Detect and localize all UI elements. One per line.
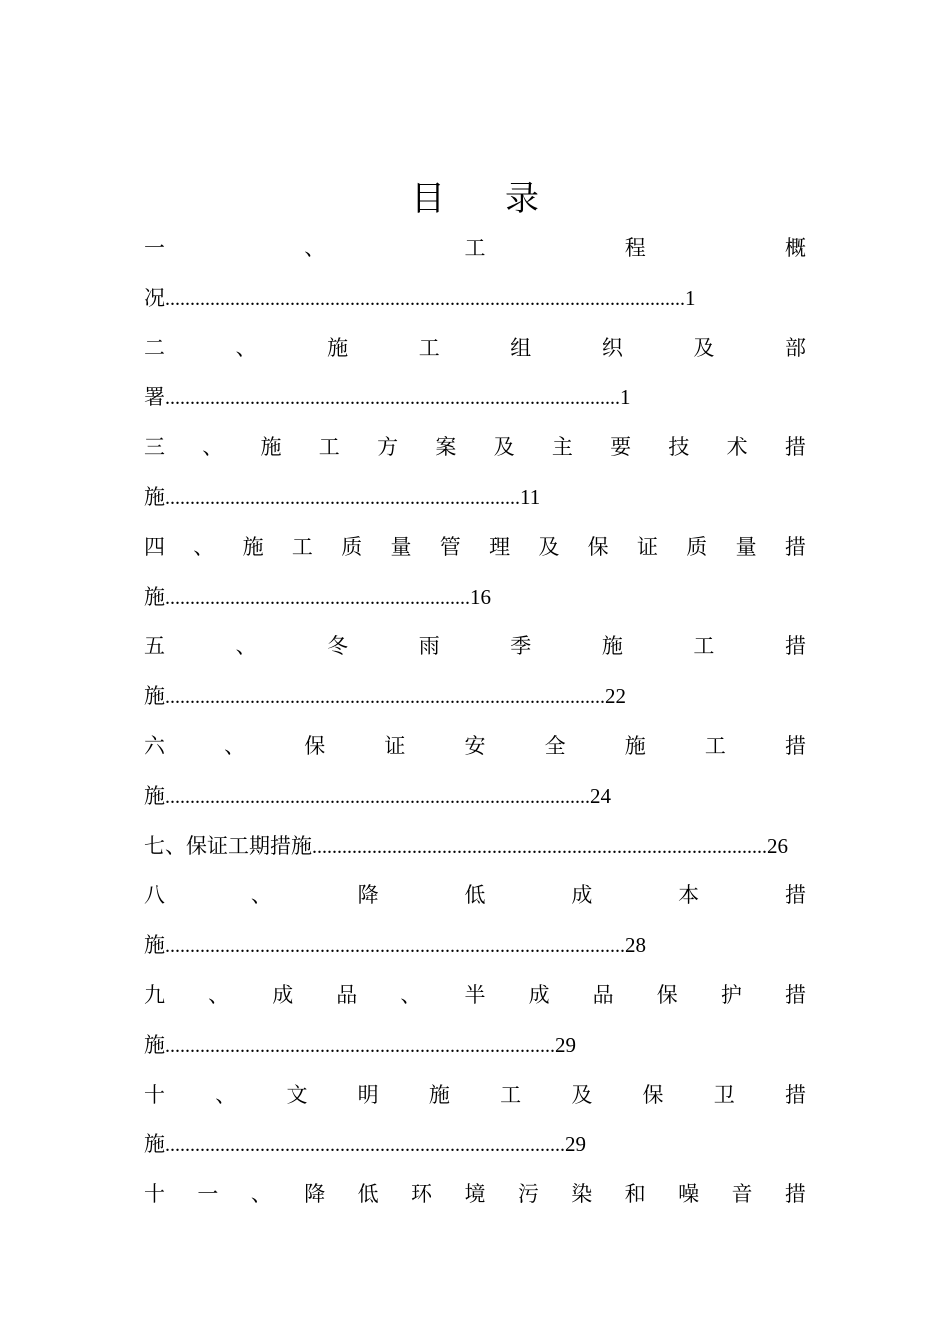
toc-heading-char: 质 bbox=[341, 535, 363, 559]
toc-label: 施 bbox=[144, 784, 165, 808]
toc-heading-char: 安 bbox=[464, 734, 486, 758]
toc-dot-leader: ..................................................................................... bbox=[165, 786, 590, 808]
toc-heading-char: 措 bbox=[784, 535, 806, 559]
toc-page-number: 28 bbox=[625, 933, 646, 957]
toc-heading-char: 噪 bbox=[678, 1182, 700, 1206]
toc-heading-char: 理 bbox=[489, 535, 511, 559]
toc-heading-char: 施 bbox=[624, 734, 646, 758]
toc-heading-char: 术 bbox=[726, 435, 748, 459]
toc-heading-char: 五 bbox=[144, 634, 165, 658]
toc-heading-char: 措 bbox=[785, 734, 806, 758]
toc-heading-char: 低 bbox=[357, 1182, 379, 1206]
toc-heading-char: 施 bbox=[327, 336, 349, 360]
toc-heading-char: 明 bbox=[357, 1083, 379, 1107]
toc-heading-char: 九 bbox=[144, 983, 165, 1007]
toc-heading-line bbox=[144, 332, 806, 364]
toc-heading-char: 品 bbox=[592, 983, 614, 1007]
toc-page-number: 1 bbox=[685, 286, 696, 310]
toc-heading-line bbox=[144, 630, 806, 662]
toc-heading-char: 保 bbox=[656, 983, 678, 1007]
toc-heading-char: 成 bbox=[571, 883, 593, 907]
toc-heading-char: 、 bbox=[208, 983, 230, 1007]
toc-heading-char: 工 bbox=[418, 336, 440, 360]
toc-label: 署 bbox=[144, 385, 165, 409]
toc-heading-char: 和 bbox=[624, 1182, 646, 1206]
toc-heading-line bbox=[144, 1178, 806, 1210]
toc-page-number: 29 bbox=[555, 1033, 576, 1057]
toc-heading-line bbox=[144, 232, 806, 264]
toc-heading-char: 量 bbox=[390, 535, 412, 559]
toc-dot-leader: ........................................................................................... bbox=[165, 387, 620, 409]
toc-heading-char: 三 bbox=[144, 435, 165, 459]
toc-heading-char: 环 bbox=[411, 1182, 433, 1206]
toc-heading-char: 措 bbox=[784, 983, 806, 1007]
toc-heading-char: 成 bbox=[528, 983, 550, 1007]
toc-heading-char: 保 bbox=[642, 1083, 664, 1107]
toc-heading-char: 织 bbox=[601, 336, 623, 360]
toc-heading-char: 措 bbox=[784, 634, 806, 658]
toc-label: 施 bbox=[144, 585, 165, 609]
toc-page-number: 22 bbox=[605, 684, 626, 708]
title-char: 录 bbox=[505, 179, 539, 219]
toc-leader-line[interactable] bbox=[144, 830, 806, 862]
toc-leader-line[interactable] bbox=[144, 1029, 806, 1061]
toc-page-number: 1 bbox=[620, 385, 631, 409]
toc-heading-char: 八 bbox=[144, 883, 165, 907]
toc-leader-line[interactable] bbox=[144, 680, 806, 712]
toc-heading-char: 文 bbox=[286, 1083, 308, 1107]
toc-dot-leader: .............................................................................. bbox=[165, 1035, 555, 1057]
toc-heading-char: 品 bbox=[336, 983, 358, 1007]
toc-heading-char: 半 bbox=[464, 983, 486, 1007]
toc-heading-line bbox=[144, 979, 806, 1011]
toc-heading-char: 护 bbox=[720, 983, 742, 1007]
toc-heading-char: 组 bbox=[510, 336, 532, 360]
toc-heading-char: 及 bbox=[571, 1083, 593, 1107]
toc-heading-char: 方 bbox=[377, 435, 399, 459]
toc-heading-char: 污 bbox=[517, 1182, 539, 1206]
toc-label: 施 bbox=[144, 684, 165, 708]
toc-heading-char: 概 bbox=[785, 236, 806, 260]
toc-heading-char: 、 bbox=[304, 236, 326, 260]
page-title bbox=[0, 176, 950, 222]
toc-dot-leader: ........................................................................................... bbox=[312, 836, 767, 858]
title-char: 目 bbox=[411, 179, 445, 219]
toc-heading-char: 一 bbox=[144, 236, 165, 260]
toc-heading-char: 保 bbox=[587, 535, 609, 559]
toc-heading-char: 、 bbox=[202, 435, 224, 459]
toc-heading-char: 音 bbox=[731, 1182, 753, 1206]
toc-leader-line[interactable] bbox=[144, 481, 806, 513]
toc-heading-char: 措 bbox=[784, 883, 806, 907]
toc-page-number: 26 bbox=[767, 834, 788, 858]
toc-heading-char: 低 bbox=[464, 883, 486, 907]
toc-heading-char: 十 bbox=[144, 1182, 165, 1206]
toc-heading-char: 程 bbox=[624, 236, 646, 260]
toc-heading-char: 染 bbox=[571, 1182, 593, 1206]
toc-heading-char: 证 bbox=[636, 535, 658, 559]
toc-heading-char: 工 bbox=[693, 634, 715, 658]
toc-heading-line bbox=[144, 1079, 806, 1111]
toc-heading-char: 工 bbox=[464, 236, 486, 260]
toc-page-number: 11 bbox=[520, 485, 541, 509]
toc-heading-char: 全 bbox=[544, 734, 566, 758]
toc-heading-line bbox=[144, 730, 806, 762]
toc-label: 施 bbox=[144, 933, 165, 957]
toc-page-number: 29 bbox=[565, 1132, 586, 1156]
toc-heading-char: 雨 bbox=[418, 634, 440, 658]
toc-heading-char: 境 bbox=[464, 1182, 486, 1206]
toc-heading-char: 及 bbox=[693, 336, 715, 360]
toc-heading-char: 要 bbox=[610, 435, 632, 459]
toc-heading-char: 、 bbox=[224, 734, 246, 758]
toc-label: 施 bbox=[144, 1132, 165, 1156]
toc-dot-leader: ............................................................. bbox=[165, 587, 470, 609]
toc-heading-char: 及 bbox=[538, 535, 560, 559]
toc-leader-line[interactable] bbox=[144, 929, 806, 961]
toc-leader-line[interactable] bbox=[144, 381, 806, 413]
toc-page-number: 16 bbox=[470, 585, 491, 609]
toc-heading-char: 措 bbox=[784, 1083, 806, 1107]
toc-heading-char: 降 bbox=[357, 883, 379, 907]
toc-heading-char: 、 bbox=[250, 1182, 272, 1206]
toc-heading-char: 措 bbox=[784, 435, 806, 459]
toc-heading-char: 案 bbox=[435, 435, 457, 459]
toc-heading-char: 管 bbox=[439, 535, 461, 559]
toc-heading-char: 冬 bbox=[327, 634, 349, 658]
toc-heading-char: 成 bbox=[272, 983, 294, 1007]
toc-dot-leader: ............................................................................................ bbox=[165, 935, 625, 957]
toc-heading-char: 季 bbox=[510, 634, 532, 658]
toc-heading-line bbox=[144, 531, 806, 563]
toc-heading-char: 部 bbox=[784, 336, 806, 360]
toc-dot-leader: ................................................................................ bbox=[165, 1134, 565, 1156]
toc-heading-char: 技 bbox=[668, 435, 690, 459]
toc-heading-char: 施 bbox=[260, 435, 282, 459]
toc-heading-char: 工 bbox=[500, 1083, 522, 1107]
toc-heading-char: 、 bbox=[193, 535, 215, 559]
toc-label: 况 bbox=[144, 286, 165, 310]
toc-heading-char: 保 bbox=[304, 734, 326, 758]
toc-label: 七、保证工期措施 bbox=[144, 834, 312, 858]
toc-heading-char: 十 bbox=[144, 1083, 165, 1107]
toc-page-number: 24 bbox=[590, 784, 611, 808]
toc-leader-line[interactable] bbox=[144, 780, 806, 812]
toc-heading-char: 及 bbox=[493, 435, 515, 459]
toc-heading-char: 四 bbox=[144, 535, 165, 559]
toc-heading-char: 、 bbox=[235, 336, 257, 360]
toc-heading-char: 二 bbox=[144, 336, 165, 360]
toc-dot-leader: ....................................................................... bbox=[165, 487, 520, 509]
toc-heading-char: 施 bbox=[601, 634, 623, 658]
toc-heading-char: 主 bbox=[551, 435, 573, 459]
toc-heading-char: 量 bbox=[735, 535, 757, 559]
toc-heading-char: 六 bbox=[144, 734, 165, 758]
toc-heading-char: 、 bbox=[235, 634, 257, 658]
toc-heading-char: 施 bbox=[428, 1083, 450, 1107]
toc-leader-line[interactable] bbox=[144, 1128, 806, 1160]
toc-heading-char: 措 bbox=[784, 1182, 806, 1206]
toc-dot-leader: ........................................................................................................ bbox=[165, 288, 685, 310]
toc-heading-char: 、 bbox=[215, 1083, 237, 1107]
toc-heading-char: 工 bbox=[704, 734, 726, 758]
toc-heading-char: 工 bbox=[318, 435, 340, 459]
toc-heading-char: 本 bbox=[678, 883, 700, 907]
toc-label: 施 bbox=[144, 1033, 165, 1057]
toc-leader-line[interactable] bbox=[144, 282, 806, 314]
toc-heading-char: 一 bbox=[197, 1182, 219, 1206]
toc-heading-char: 质 bbox=[686, 535, 708, 559]
toc-heading-char: 卫 bbox=[713, 1083, 735, 1107]
toc-label: 施 bbox=[144, 485, 165, 509]
toc-heading-char: 施 bbox=[242, 535, 264, 559]
toc-heading-char: 、 bbox=[400, 983, 422, 1007]
toc-dot-leader: ........................................................................................ bbox=[165, 686, 605, 708]
toc-heading-line bbox=[144, 879, 806, 911]
toc-heading-char: 、 bbox=[250, 883, 272, 907]
toc-leader-line[interactable] bbox=[144, 581, 806, 613]
toc-heading-char: 降 bbox=[304, 1182, 326, 1206]
toc-heading-char: 证 bbox=[384, 734, 406, 758]
toc-heading-char: 工 bbox=[291, 535, 313, 559]
toc-heading-line bbox=[144, 431, 806, 463]
